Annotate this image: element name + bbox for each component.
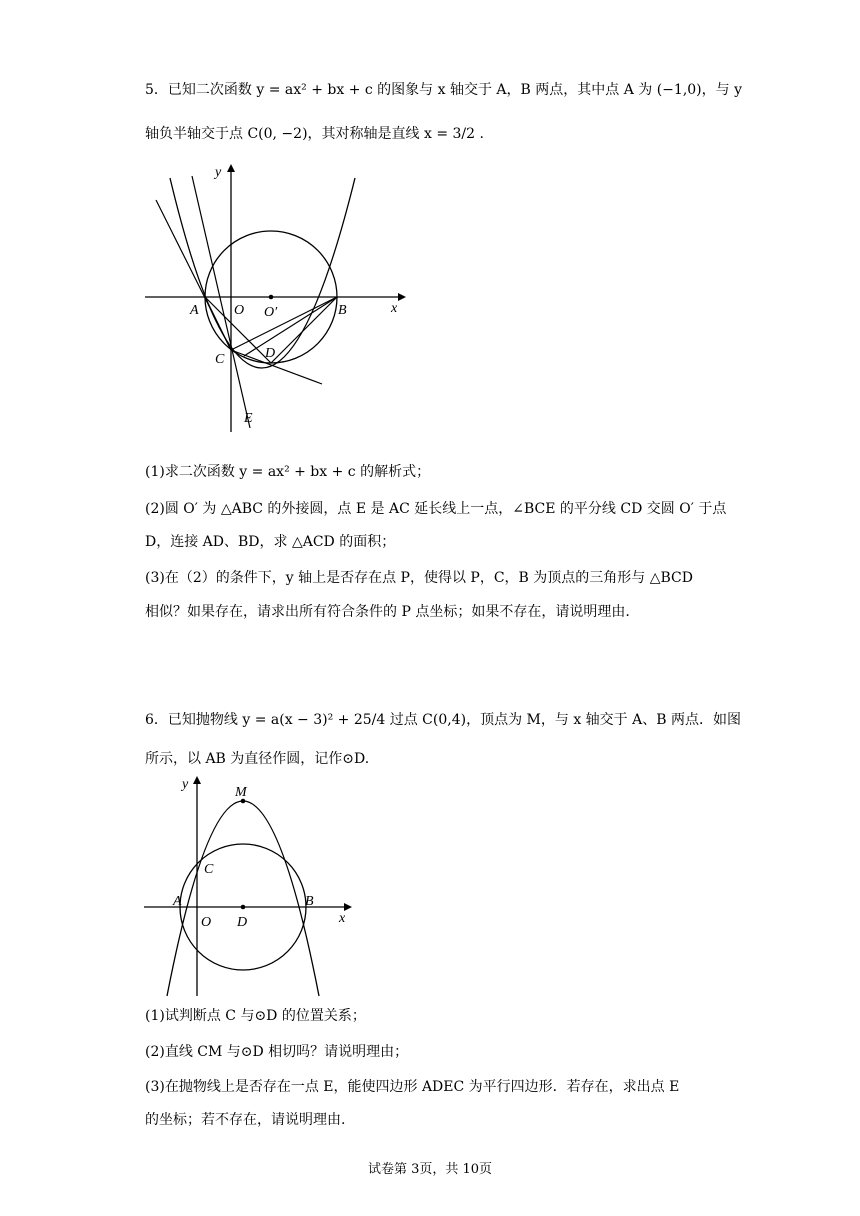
p5-line-bd	[271, 297, 337, 363]
p5-q2b: D，连接 AD、BD，求 △ACD 的面积；	[145, 534, 396, 550]
p5-q3b: 相似？如果存在，请求出所有符合条件的 P 点坐标；如果不存在，请说明理由.	[145, 604, 630, 620]
p5-line-cb	[231, 297, 337, 350]
p6-y-arrow	[193, 776, 201, 784]
p6-x-arrow	[344, 903, 352, 911]
p5-parabola	[170, 178, 355, 368]
p5-label-y: y	[215, 165, 222, 180]
p6-q3b: 的坐标；若不存在，请说明理由.	[145, 1112, 346, 1128]
p5-q1: (1)求二次函数 y = ax² + bx + c 的解析式；	[145, 464, 431, 480]
p5-label-e: E	[244, 411, 253, 426]
p6-label-o: O	[201, 915, 212, 930]
p5-line-b-inner	[244, 297, 337, 356]
p5-label-b: B	[338, 303, 347, 318]
p6-point-d	[241, 905, 246, 910]
p6-q2: (2)直线 CM 与⊙D 相切吗？请说明理由；	[145, 1044, 409, 1060]
p6-figure	[140, 770, 360, 1000]
p6-label-m: M	[235, 785, 247, 800]
p6-label-d: D	[237, 915, 248, 930]
p5-line2: 轴负半轴交于点 C(0, −2)，其对称轴是直线 x = 3/2 .	[145, 126, 484, 142]
p6-q1: (1)试判断点 C 与⊙D 的位置关系；	[145, 1008, 366, 1024]
p5-q2a: (2)圆 O′ 为 △ABC 的外接圆，点 E 是 AC 延长线上一点，∠BCE 的平分线 CD 交圆 O′ 于点	[145, 501, 727, 517]
p5-line1: 5．已知二次函数 y = ax² + bx + c 的图象与 x 轴交于 A，B 两点，其中点 A 为 (−1,0)，与 y	[145, 82, 742, 98]
p5-label-c: C	[215, 352, 225, 367]
p6-label-c: C	[204, 862, 214, 877]
p6-parabola	[167, 801, 319, 996]
p5-figure	[140, 160, 410, 440]
p5-y-arrow	[227, 164, 235, 172]
p6-line1: 6．已知抛物线 y = a(x − 3)² + 25/4 过点 C(0,4)，顶点为 M，与 x 轴交于 A、B 两点．如图	[145, 712, 741, 728]
p5-line-ab-to-c	[205, 297, 231, 350]
p5-x-arrow	[398, 293, 406, 301]
p5-q3a: (3)在（2）的条件下，y 轴上是否存在点 P，使得以 P，C，B 为顶点的三角形与 △BCD	[145, 570, 693, 586]
p5-label-d: D	[265, 346, 276, 361]
p5-label-a: A	[190, 303, 199, 318]
p6-q3a: (3)在抛物线上是否存在一点 E，能使四边形 ADEC 为平行四边形．若存在，求出点 E	[145, 1079, 680, 1095]
p5-line-ae	[192, 176, 250, 428]
p5-point-oprime	[269, 295, 274, 300]
p6-label-y: y	[182, 777, 189, 792]
p6-line2: 所示，以 AB 为直径作圆，记作⊙D.	[145, 751, 370, 767]
p5-label-oprime: O′	[264, 305, 278, 320]
p5-label-o: O	[234, 303, 245, 318]
p6-label-x: x	[339, 911, 346, 926]
p5-label-x: x	[391, 301, 398, 316]
page-footer: 试卷第 3页，共 10页	[367, 1162, 493, 1177]
p6-label-a: A	[173, 894, 182, 909]
p6-label-b: B	[305, 894, 314, 909]
